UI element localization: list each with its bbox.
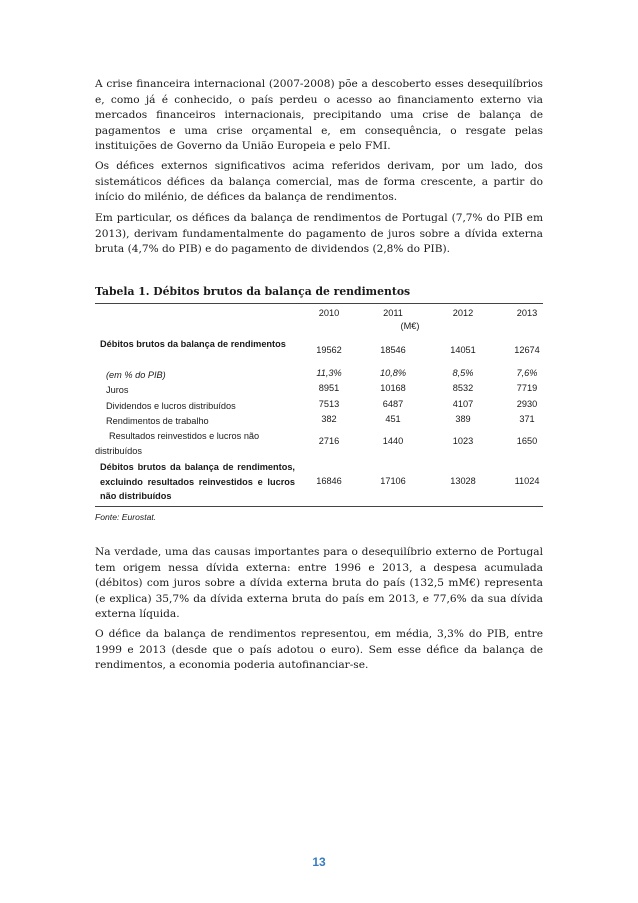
table-cell: 2930 — [516, 399, 538, 409]
table-cell: 18546 — [380, 345, 406, 355]
table-cell: 382 — [321, 414, 337, 424]
paragraph-defice-media: O défice da balança de rendimentos representou, em média, 3,3% do PIB, entre 1999 e 2013 (desde que o país adotou o euro). Sem esse défice da balança de rendimentos, a economia poderia autofinanciar-se. — [95, 628, 543, 672]
table-cell: 11,3% — [316, 368, 342, 378]
table-cell: 1440 — [382, 436, 404, 446]
table-cell: 2716 — [318, 436, 340, 446]
row-label-debitos-excluindo: Débitos brutos da balança de rendimentos, excluindo resultados reinvestidos e lucros não distribuídos — [100, 462, 295, 501]
row-label-dividendos: Dividendos e lucros distribuídos — [106, 401, 236, 411]
table-cell: 4107 — [452, 399, 474, 409]
table-source: Fonte: Eurostat. — [95, 512, 157, 522]
column-header-2010: 2010 — [318, 308, 340, 318]
table-cell: 10168 — [380, 383, 406, 393]
table-cell: 16846 — [316, 476, 342, 486]
page-number: 13 — [312, 855, 326, 869]
table-cell: 8,5% — [452, 368, 474, 378]
table-cell: 1023 — [452, 436, 474, 446]
row-label-rendimentos-trabalho: Rendimentos de trabalho — [106, 416, 209, 426]
table-cell: 7,6% — [516, 368, 538, 378]
column-header-2013: 2013 — [516, 308, 538, 318]
table-cell: 19562 — [316, 345, 342, 355]
unit-label: (M€) — [400, 321, 420, 331]
row-label-juros: Juros — [106, 385, 129, 395]
column-header-2011: 2011 — [383, 308, 403, 318]
table-cell: 8951 — [318, 383, 340, 393]
table-cell: 12674 — [514, 345, 540, 355]
table-cell: 17106 — [380, 476, 406, 486]
table-cell: 11024 — [514, 476, 540, 486]
paragraph-desequilibrio-externo: Na verdade, uma das causas importantes para o desequilíbrio externo de Portugal tem origem nessa dívida externa: entre 1996 e 2013, a despesa acumulada (débitos) com juros sobre a dívida externa bruta do país (132,5 mM€) representa (e explica) 35,7% da dívida externa bruta do país em 2013, e 77,6% da sua dívida externa líquida. — [95, 546, 543, 621]
table-cell: 6487 — [382, 399, 404, 409]
paragraph-defices-externos: Os défices externos significativos acima referidos derivam, por um lado, dos sistemáticos défices da balança comercial, mas de forma crescente, a partir do início do milénio, de défices da balança de rendimentos. — [95, 160, 543, 204]
table-cell: 10,8% — [379, 368, 407, 378]
table-cell: 14051 — [450, 345, 476, 355]
table-cell: 7513 — [318, 399, 340, 409]
paragraph-crise-financeira: A crise financeira internacional (2007-2008) põe a descoberto esses desequilíbrios e, como já é conhecido, o país perdeu o acesso ao financiamento externo via mercados financeiros internacionais, precipitando uma crise de balança de pagamentos e uma crise orçamental e, em consequência, o resgate pelas instituições de Governo da União Europeia e pelo FMI. — [95, 78, 543, 153]
table-caption: Tabela 1. Débitos brutos da balança de rendimentos — [95, 285, 411, 298]
table-cell: 371 — [519, 414, 535, 424]
table-cell: 8532 — [452, 383, 474, 393]
row-label-debitos-brutos: Débitos brutos da balança de rendimentos — [100, 339, 286, 349]
table-cell: 389 — [455, 414, 471, 424]
table-cell: 1650 — [516, 436, 538, 446]
paragraph-balanca-rendimentos: Em particular, os défices da balança de rendimentos de Portugal (7,7% do PIB em 2013), derivam fundamentalmente do pagamento de juros sobre a dívida externa bruta (4,7% do PIB) e do pagamento de dividendos (2,8% do PIB). — [95, 212, 543, 256]
table-cell: 7719 — [516, 383, 538, 393]
table-top-rule — [95, 303, 543, 304]
row-label-resultados-reinvestidos: Resultados reinvestidos e lucros não distribuídos — [95, 431, 260, 456]
table-bottom-rule — [95, 506, 543, 507]
table-cell: 13028 — [450, 476, 476, 486]
table-cell: 451 — [385, 414, 401, 424]
column-header-2012: 2012 — [452, 308, 474, 318]
row-label-em-pct-pib: (em % do PIB) — [106, 370, 166, 380]
